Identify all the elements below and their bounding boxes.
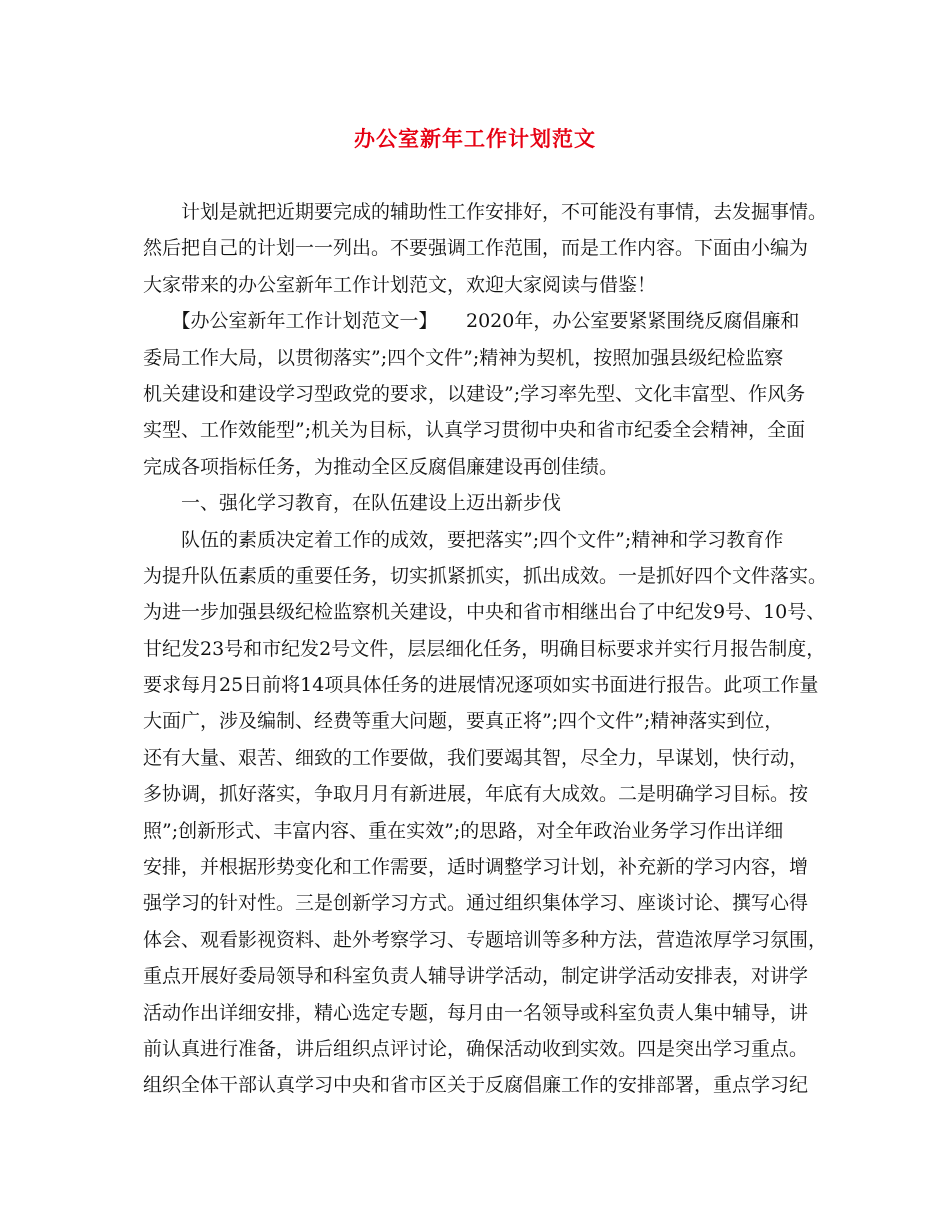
body-line: 甘纪发23号和市纪发2号文件，层层细化任务，明确目标要求并实行月报告制度， xyxy=(143,637,826,660)
body-line: 要求每月25日前将14项具体任务的进展情况逐项如实书面进行报告。此项工作量 xyxy=(143,674,819,697)
body-line: 多协调，抓好落实，争取月月有新进展，年底有大成效。二是明确学习目标。按 xyxy=(143,783,809,806)
body-line: 实型、工作效能型”;机关为目标，认真学习贯彻中央和省市纪委全会精神，全面 xyxy=(143,419,806,442)
body-line: 重点开展好委局领导和科室负责人辅导讲学活动，制定讲学活动安排表，对讲学 xyxy=(143,965,809,988)
body-line: 为进一步加强县级纪检监察机关建设，中央和省市相继出台了中纪发9号、10号、 xyxy=(143,601,826,624)
body-line: 机关建设和建设学习型政党的要求，以建设”;学习率先型、文化丰富型、作风务 xyxy=(143,382,806,405)
body-line: 强学习的针对性。三是创新学习方式。通过组织集体学习、座谈讨论、撰写心得 xyxy=(143,892,809,915)
body-line: 大面广，涉及编制、经费等重大问题，要真正将”;四个文件”;精神落实到位， xyxy=(143,710,784,733)
document-body xyxy=(143,194,828,1104)
body-line: 活动作出详细安排，精心选定专题，每月由一名领导或科室负责人集中辅导，讲 xyxy=(143,1001,809,1024)
body-line: 体会、观看影视资料、赴外考察学习、专题培训等多种方法，营造浓厚学习氛围， xyxy=(143,928,828,951)
body-line: 委局工作大局，以贯彻落实”;四个文件”;精神为契机，按照加强县级纪检监察 xyxy=(143,346,784,369)
body-line: 大家带来的办公室新年工作计划范文，欢迎大家阅读与借鉴！ xyxy=(143,273,657,296)
body-line: 为提升队伍素质的重要任务，切实抓紧抓实，抓出成效。一是抓好四个文件落实。 xyxy=(143,564,828,587)
body-line: 然后把自己的计划一一列出。不要强调工作范围，而是工作内容。下面由小编为 xyxy=(143,237,809,260)
document-title: 办公室新年工作计划范文 xyxy=(354,126,596,151)
body-line: 计划是就把近期要完成的辅助性工作安排好，不可能没有事情，去发掘事情。 xyxy=(143,201,828,223)
body-line: 还有大量、艰苦、细致的工作要做，我们要竭其智，尽全力，早谋划，快行动， xyxy=(143,746,809,769)
body-line: 前认真进行准备，讲后组织点评讨论，确保活动收到实效。四是突出学习重点。 xyxy=(143,1037,809,1060)
body-line: 照”;创新形式、丰富内容、重在实效”;的思路，对全年政治业务学习作出详细 xyxy=(143,819,784,842)
body-line: 安排，并根据形势变化和工作需要，适时调整学习计划，补充新的学习内容，增 xyxy=(143,856,809,879)
body-line: 完成各项指标任务，为推动全区反腐倡廉建设再创佳绩。 xyxy=(143,455,619,478)
body-line: 一、强化学习教育，在队伍建设上迈出新步伐 xyxy=(143,492,562,515)
body-line: 【办公室新年工作计划范文一】 2020年，办公室要紧紧围绕反腐倡廉和 xyxy=(143,310,800,333)
body-line: 组织全体干部认真学习中央和省市区关于反腐倡廉工作的安排部署，重点学习纪 xyxy=(143,1074,809,1097)
body-line: 队伍的素质决定着工作的成效，要把落实”;四个文件”;精神和学习教育作 xyxy=(143,528,784,551)
